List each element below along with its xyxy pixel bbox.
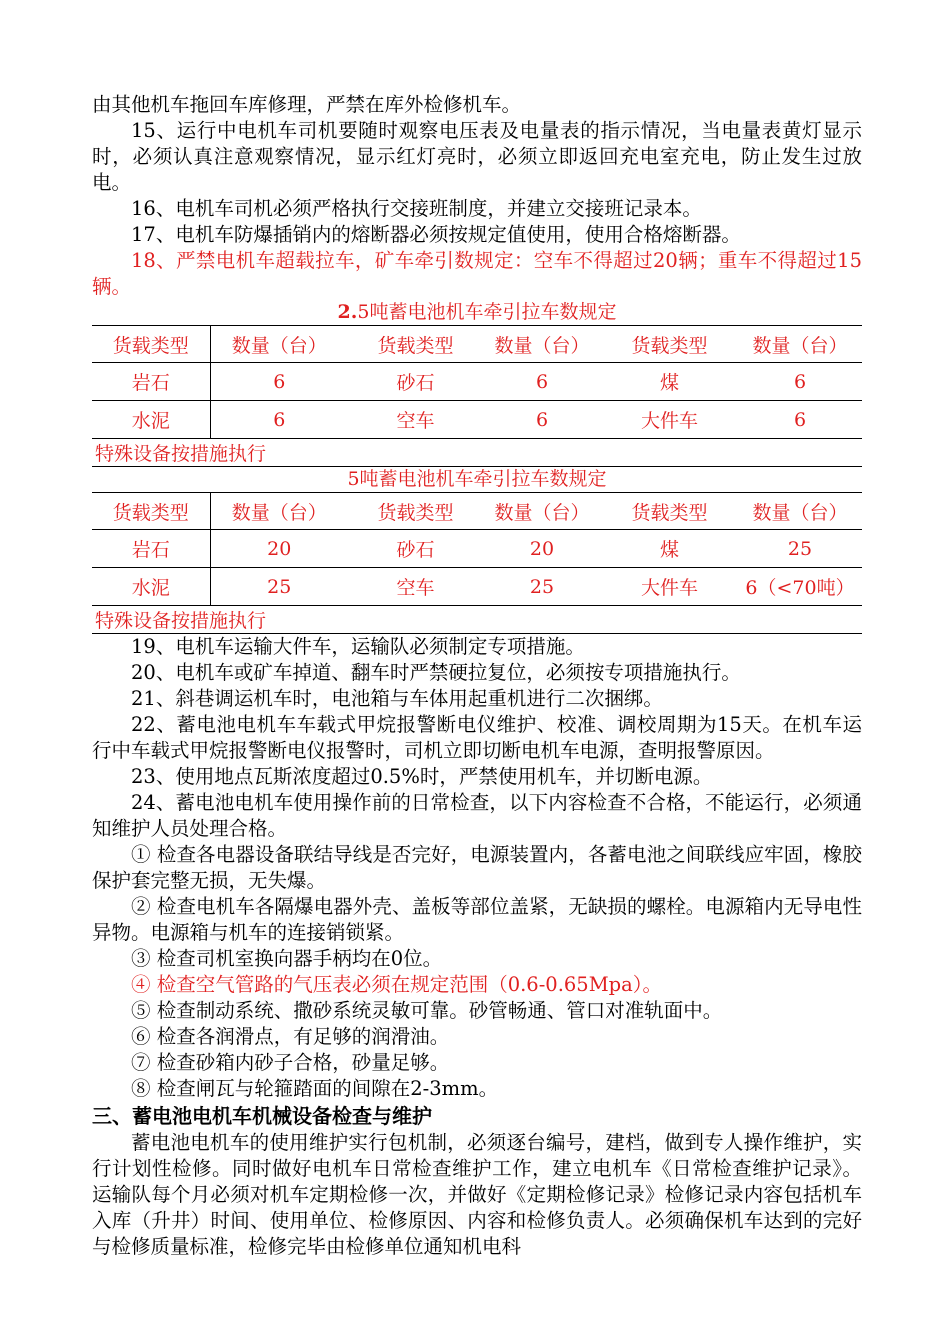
paragraph-21: 21、斜巷调运机车时，电池箱与车体用起重机进行二次捆绑。 [131, 687, 663, 710]
table1-cell: 岩石 [92, 363, 210, 401]
paragraph-17: 17、电机车防爆插销内的熔断器必须按规定值使用，使用合格熔断器。 [131, 223, 741, 246]
table1-row [92, 401, 862, 439]
table1-cell: 6 [483, 401, 601, 439]
table2-header-cell: 数量（台） [738, 493, 862, 530]
check-item-6: ⑥ 检查各润滑点，有足够的润滑油。 [131, 1025, 450, 1048]
table2-row [92, 530, 862, 568]
check-item-3: ③ 检查司机室换向器手柄均在0位。 [131, 947, 443, 970]
table2-cell: 岩石 [92, 530, 210, 568]
table1-cell: 6 [210, 401, 348, 439]
check-item-4: ④ 检查空气管路的气压表必须在规定范围（0.6-0.65Mpa）。 [131, 973, 663, 996]
table1-row [92, 363, 862, 401]
paragraph-23: 23、使用地点瓦斯浓度超过0.5%时，严禁使用机车，并切断电源。 [131, 765, 713, 788]
table2-cell: 20 [210, 530, 348, 568]
table2-header-cell: 货载类型 [348, 493, 483, 530]
table1-header-cell: 数量（台） [210, 326, 348, 363]
table2-note-row [92, 606, 862, 634]
table2-cell: 25 [483, 568, 601, 606]
check-item-7: ⑦ 检查砂箱内砂子合格，砂量足够。 [131, 1051, 450, 1074]
table1 [92, 325, 862, 467]
table1-header-cell: 数量（台） [738, 326, 862, 363]
table1-title-rest: 5吨蓄电池机车牵引拉车数规定 [357, 301, 617, 323]
table2-note: 特殊设备按措施执行 [92, 606, 862, 634]
table2-header-cell: 货载类型 [92, 493, 210, 530]
table1-header-cell: 货载类型 [92, 326, 210, 363]
table2-cell: 25 [210, 568, 348, 606]
check-item-5: ⑤ 检查制动系统、撒砂系统灵敏可靠。砂管畅通、管口对准轨面中。 [131, 999, 723, 1022]
table1-note: 特殊设备按措施执行 [92, 439, 862, 467]
table1-cell: 6 [483, 363, 601, 401]
table1-cell: 大件车 [601, 401, 738, 439]
table2-header-cell: 货载类型 [601, 493, 738, 530]
table1-header-cell: 数量（台） [483, 326, 601, 363]
table1-title-bold: 2. [337, 301, 358, 323]
paragraph-22: 22、蓄电池电机车车载式甲烷报警断电仪维护、校准、调校周期为15天。在机车运行中车载式甲烷报警断电仪报警时，司机立即切断电机车电源，查明报警原因。 [92, 713, 862, 762]
paragraph-15: 15、运行中电机车司机要随时观察电压表及电量表的指示情况，当电量表黄灯显示时，必须认真注意观察情况，显示红灯亮时，必须立即返回充电室充电，防止发生过放电。 [92, 119, 862, 194]
paragraph-20: 20、电机车或矿车掉道、翻车时严禁硬拉复位，必须按专项措施执行。 [131, 661, 741, 684]
table1-cell: 6 [210, 363, 348, 401]
table1-header-cell: 货载类型 [601, 326, 738, 363]
table2-header-cell: 数量（台） [483, 493, 601, 530]
table1-note-row [92, 439, 862, 467]
table1-cell: 煤 [601, 363, 738, 401]
table2-cell: 砂石 [348, 530, 483, 568]
section-3-heading: 三、蓄电池电机车机械设备检查与维护 [92, 1104, 432, 1128]
table2-cell: 大件车 [601, 568, 738, 606]
table2-cell: 20 [483, 530, 601, 568]
check-item-1: ① 检查各电器设备联结导线是否完好，电源装置内，各蓄电池之间联线应牢固，橡胶保护套完整无损，无失爆。 [92, 843, 862, 892]
table1-cell: 空车 [348, 401, 483, 439]
paragraph-16: 16、电机车司机必须严格执行交接班制度，并建立交接班记录本。 [131, 197, 702, 220]
paragraph-24: 24、蓄电池电机车使用操作前的日常检查，以下内容检查不合格，不能运行，必须通知维护人员处理合格。 [92, 791, 862, 840]
check-item-8: ⑧ 检查闸瓦与轮箍踏面的间隙在2-3mm。 [131, 1077, 499, 1100]
table2-cell: 煤 [601, 530, 738, 568]
table2-cell: 空车 [348, 568, 483, 606]
check-item-2: ② 检查电机车各隔爆电器外壳、盖板等部位盖紧，无缺损的螺栓。电源箱内无导电性异物。电源箱与机车的连接销锁紧。 [92, 895, 862, 944]
table1-title [92, 300, 862, 325]
table1-cell: 6 [738, 363, 862, 401]
table1-cell: 砂石 [348, 363, 483, 401]
table2-header-cell: 数量（台） [210, 493, 348, 530]
table2-header-row [92, 493, 862, 530]
table2-cell: 25 [738, 530, 862, 568]
table1-header-row [92, 326, 862, 363]
table1-cell: 6 [738, 401, 862, 439]
section-3-body: 蓄电池电机车的使用维护实行包机制，必须逐台编号，建档，做到专人操作维护，实行计划性检修。同时做好电机车日常检查维护工作，建立电机车《日常检查维护记录》。运输队每个月必须对机车定期检修一次，并做好《定期检修记录》检修记录内容包括机车入库（升井）时间、使用单位、检修原因、内容和检修负责人。必须确保机车达到的完好与检修质量标准，检修完毕由检修单位通知机电科 [92, 1131, 862, 1258]
table1-header-cell: 货载类型 [348, 326, 483, 363]
table2-row [92, 568, 862, 606]
paragraph-0: 由其他机车拖回车库修理，严禁在库外检修机车。 [92, 93, 522, 116]
table2-cell: 水泥 [92, 568, 210, 606]
table2 [92, 492, 862, 634]
paragraph-19: 19、电机车运输大件车，运输队必须制定专项措施。 [131, 635, 585, 658]
table1-cell: 水泥 [92, 401, 210, 439]
document-page [92, 92, 862, 1260]
table2-title: 5吨蓄电池机车牵引拉车数规定 [347, 468, 607, 490]
table2-cell: 6（<70吨） [738, 568, 862, 606]
paragraph-18: 18、严禁电机车超载拉车，矿车牵引数规定：空车不得超过20辆；重车不得超过15辆。 [92, 249, 862, 298]
